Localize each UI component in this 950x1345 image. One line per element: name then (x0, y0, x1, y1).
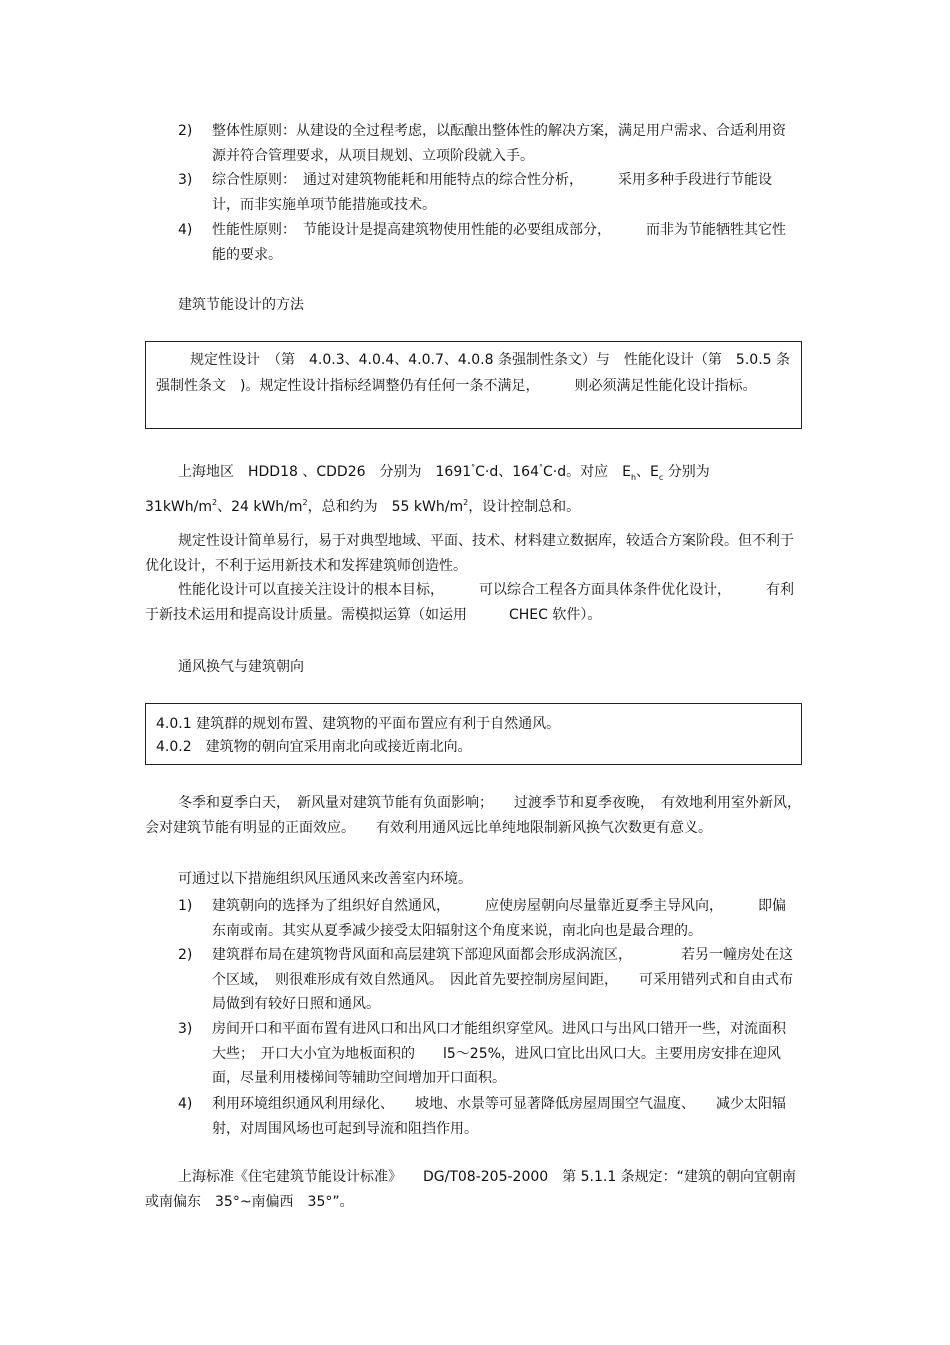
text-run: 分别为 31kWh/m (145, 464, 724, 515)
measure-text: 房间开口和平面布置有进风口和出风口才能组织穿堂风。进风口与出风口错开一些，对流面积大些； 开口大小宜为地板面积的 l5～25%，进风口宜比出风口大。主要用房安排在迎风面，尽量利用楼梯间等辅助空间增加开口面积。 (212, 1021, 786, 1086)
methods-box: 规定性设计 （第 4.0.3、4.0.4、4.0.7、4.0.8 条强制性条文）与 性能化设计（第 5.0.5 条强制性条文 )。规定性设计指标经调整仍有任何一条不满足， 则必须满足性能化设计指标。 (145, 341, 802, 429)
measure-item (178, 1017, 798, 1091)
principle-number: 4) (178, 222, 193, 238)
measure-item (178, 943, 798, 1017)
measure-number: 3) (178, 1021, 193, 1037)
clause-line: 4.0.2 建筑物的朝向宜采用南北向或接近南北向。 (156, 739, 472, 755)
superscript: 2 (463, 497, 469, 507)
measure-text: 建筑朝向的选择为了组织好自然通风， 应使房屋朝向尽量靠近夏季主导风向， 即偏东南或南。其实从夏季减少接受太阳辐射这个角度来说，南北向也是最合理的。 (212, 898, 786, 939)
measure-number: 2) (178, 947, 193, 963)
principle-number: 3) (178, 172, 193, 188)
measure-item (178, 1092, 798, 1141)
measure-number: 1) (178, 898, 193, 914)
degree-mark: ° (538, 463, 543, 472)
section-heading-ventilation: 通风换气与建筑朝向 (178, 659, 304, 675)
superscript: 2 (212, 497, 218, 507)
text-run: C·d。对应 E (542, 464, 631, 480)
shanghai-paragraph (145, 455, 805, 520)
principle-text: 性能性原则： 节能设计是提高建筑物使用性能的必要组成部分， 而非为节能牺牲其它性能的要求。 (212, 222, 786, 263)
measure-item (178, 894, 798, 943)
text-run: C·d、164 (475, 464, 539, 480)
measure-text: 利用环境组织通风利用绿化、 坡地、水景等可显著降低房屋周围空气温度、 减少太阳辐射，对周围风场也可起到导流和阻挡作用。 (212, 1096, 786, 1137)
text-run: 、24 kWh/m (217, 498, 303, 515)
measures-intro: 可通过以下措施组织风压通风来改善室内环境。 (178, 871, 472, 887)
principle-item (178, 168, 798, 217)
superscript: 2 (302, 497, 308, 507)
standard-paragraph: 上海标准《住宅建筑节能设计标准》 DG/T08-205-2000 第 5.1.1 条规定：“建筑的朝向宜朝南或南偏东 35°~南偏西 35°”。 (145, 1169, 796, 1210)
text-run: 上海地区 HDD18 、CDD26 分别为 1691 (178, 464, 472, 480)
text-run: ，设计控制总和。 (468, 498, 581, 515)
measure-text: 建筑群布局在建筑物背风面和高层建筑下部迎风面都会形成涡流区， 若另一幢房处在这个区域， 则很难形成有效自然通风。 因此首先要控制房屋间距， 可采用错列式和自由式布局做到有较好日照和通风。 (212, 947, 793, 1012)
text-run: 、E (636, 464, 659, 480)
subscript-h: h (630, 472, 637, 482)
principle-item (178, 218, 798, 267)
clause-line: 4.0.1 建筑群的规划布置、建筑物的平面布置应有利于自然通风。 (156, 716, 561, 732)
principle-text: 综合性原则： 通过对建筑物能耗和用能特点的综合性分析， 采用多种手段进行节能设计，而非实施单项节能措施或技术。 (212, 172, 772, 213)
section-heading-methods: 建筑节能设计的方法 (178, 297, 304, 313)
ventilation-box (145, 703, 802, 765)
seasons-paragraph: 冬季和夏季白天， 新风量对建筑节能有负面影响； 过渡季节和夏季夜晚， 有效地利用室外新风，会对建筑节能有明显的正面效应。 有效利用通风远比单纯地限制新风换气次数更有意义。 (145, 795, 801, 836)
prescriptive-paragraph: 规定性设计简单易行，易于对典型地域、平面、技术、材料建立数据库，较适合方案阶段。但不利于优化设计，不利于运用新技术和发挥建筑师创造性。 (145, 533, 794, 574)
principle-item (178, 119, 798, 168)
degree-mark: ° (471, 463, 476, 472)
performance-paragraph: 性能化设计可以直接关注设计的根本目标， 可以综合工程各方面具体条件优化设计， 有利于新技术运用和提高设计质量。需模拟运算（如运用 CHEC 软件）。 (145, 582, 794, 623)
text-run: ，总和约为 55 kWh/m (307, 498, 464, 515)
principle-number: 2) (178, 123, 193, 139)
measure-number: 4) (178, 1096, 193, 1112)
principle-text: 整体性原则：从建设的全过程考虑，以酝酿出整体性的解决方案，满足用户需求、合适利用资源并符合管理要求，从项目规划、立项阶段就入手。 (212, 123, 786, 164)
subscript-c: c (658, 472, 664, 482)
